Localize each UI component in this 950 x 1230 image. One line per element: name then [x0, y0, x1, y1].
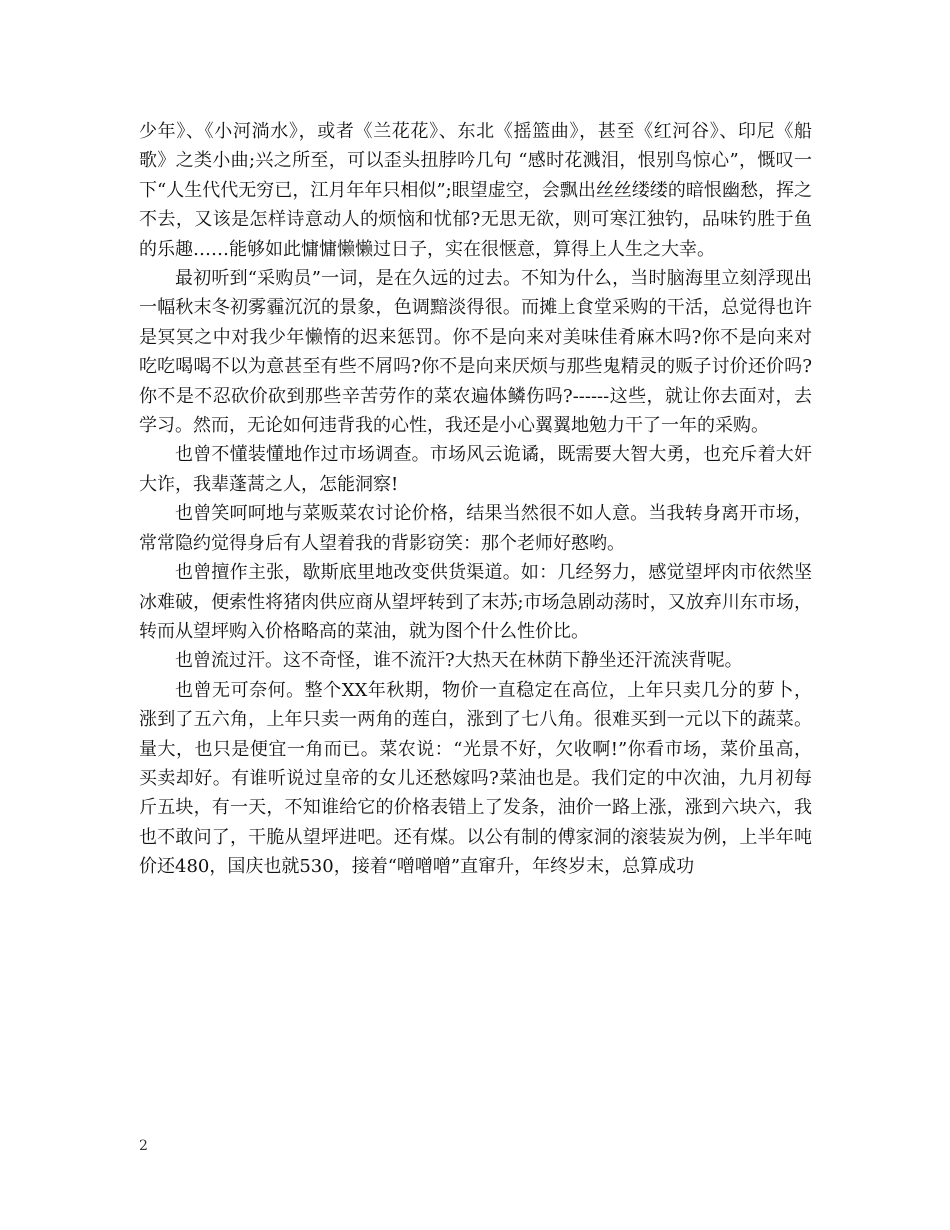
body-text	[139, 117, 812, 882]
paragraph-6: 也曾流过汗。这不奇怪，谁不流汗?大热天在林荫下静坐还汗流浃背呢。	[175, 650, 743, 672]
paragraph-3: 也曾不懂装懂地作过市场调查。市场风云诡谲，既需要大智大勇，也充斥着大奸大诈，我辈蓬蒿之人，怎能洞察!	[139, 444, 812, 495]
paragraph-1: 少年》、《小河淌水》，或者《兰花花》、东北《摇篮曲》，甚至《红河谷》、印尼《船歌》之类小曲;兴之所至，可以歪头扭脖吟几句 “感时花溅泪，恨别鸟惊心”，慨叹一下“人生代代无穷已，江月年年只相似”;眼望虚空，会飘出丝丝缕缕的暗恨幽愁，挥之不去，又该是怎样诗意动人的烦恼和忧郁?无思无欲，则可寒江独钓，品味钓胜于鱼的乐趣……能够如此慵慵懒懒过日子，实在很惬意，算得上人生之大幸。	[139, 121, 812, 260]
page-number: 2	[139, 1138, 148, 1154]
paragraph-4: 也曾笑呵呵地与菜贩菜农讨论价格，结果当然很不如人意。当我转身离开市场，常常隐约觉得身后有人望着我的背影窃笑：那个老师好憨哟。	[139, 503, 812, 554]
paragraph-5: 也曾擅作主张，歇斯底里地改变供货渠道。如：几经努力，感觉望坪肉市依然坚冰难破，便索性将猪肉供应商从望坪转到了末苏;市场急剧动荡时，又放弃川东市场，转而从望坪购入价格略高的菜油，就为图个什么性价比。	[139, 562, 812, 642]
paragraph-2: 最初听到“采购员”一词，是在久远的过去。不知为什么，当时脑海里立刻浮现出一幅秋末冬初雾霾沉沉的景象，色调黯淡得很。而摊上食堂采购的干活，总觉得也许是冥冥之中对我少年懒惰的迟来惩罚。你不是向来对美味佳肴麻木吗?你不是向来对吃吃喝喝不以为意甚至有些不屑吗?你不是向来厌烦与那些鬼精灵的贩子讨价还价吗?你不是不忍砍价砍到那些辛苦劳作的菜农遍体鳞伤吗?------这些，就让你去面对，去学习。然而，无论如何违背我的心性，我还是小心翼翼地勉力干了一年的采购。	[139, 268, 812, 437]
paragraph-7: 也曾无可奈何。整个XX年秋期，物价一直稳定在高位，上年只卖几分的萝卜，涨到了五六角，上年只卖一两角的莲白，涨到了七八角。很难买到一元以下的蔬菜。量大，也只是便宜一角而已。菜农说：“光景不好，欠收啊!”你看市场，菜价虽高，买卖却好。有谁听说过皇帝的女儿还愁嫁吗?菜油也是。我们定的中次油，九月初每斤五块，有一天，不知谁给它的价格表错上了发条，油价一路上涨，涨到六块六，我也不敢问了，干脆从望坪进吧。还有煤。以公有制的傅家洞的滚装炭为例，上半年吨价还480，国庆也就530，接着“噌噌噌”直窜升，年终岁末，总算成功	[139, 679, 812, 878]
